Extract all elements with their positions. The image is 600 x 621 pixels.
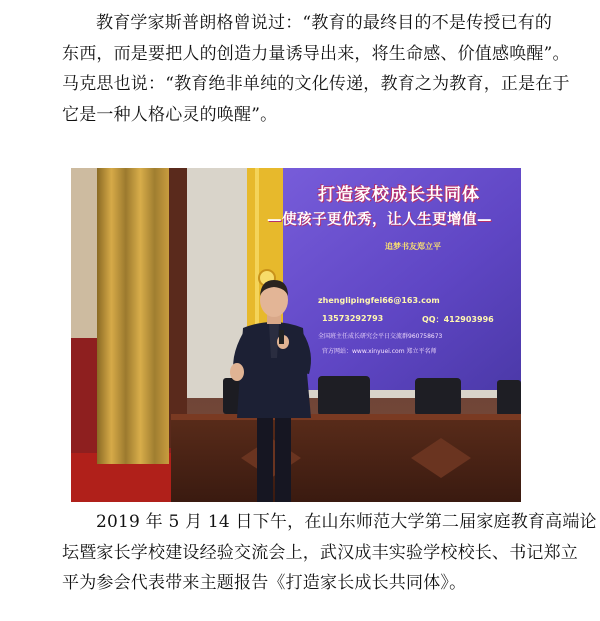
slide-group: 全国班主任成长研究会平日交流群960758673: [318, 333, 443, 340]
text-line: 坛暨家长学校建设经验交流会上，武汉成丰实验学校校长、书记郑立: [62, 542, 578, 563]
chair: [497, 380, 521, 416]
quote-paragraph: [62, 8, 570, 130]
slide-phone: 13573292793: [322, 314, 384, 323]
text-line: 平为参会代表带来主题报告《打造家长成长共同体》。: [62, 573, 467, 593]
slide-site: 官方网站：www.xinyuei.com 郑立平名师: [322, 348, 437, 355]
slide-qq: QQ：412903996: [422, 315, 494, 324]
curtain: [97, 168, 169, 464]
text-line: 2019 年 5 月 14 日下午，在山东师范大学第二届家庭教育高端论: [96, 512, 597, 532]
desk-edge: [171, 414, 521, 420]
curtain-shadow: [169, 168, 187, 448]
text-line: 马克思也说：“教育绝非单纯的文化传递，教育之为教育，正是在于: [62, 74, 570, 94]
slide-email: zhenglipingfei66@163.com: [318, 296, 440, 305]
text-line: 东西，而是要把人的创造力量诱导出来，将生命感、价值感唤醒”。: [62, 43, 570, 64]
slide-subtitle: —使孩子更优秀，让人生更增值—: [267, 212, 492, 228]
chair: [318, 376, 370, 416]
caption-paragraph: [62, 507, 597, 599]
text-line: 教育学家斯普朗格曾说过：“教育的最终目的不是传授已有的: [96, 13, 553, 33]
slide-title: 打造家校成长共同体: [318, 185, 480, 205]
slide-author: 追梦书友郑立平: [385, 242, 441, 251]
chair: [415, 378, 461, 416]
speaker-photo: [71, 168, 521, 502]
text-line: 它是一种人格心灵的唤醒”。: [62, 104, 278, 125]
